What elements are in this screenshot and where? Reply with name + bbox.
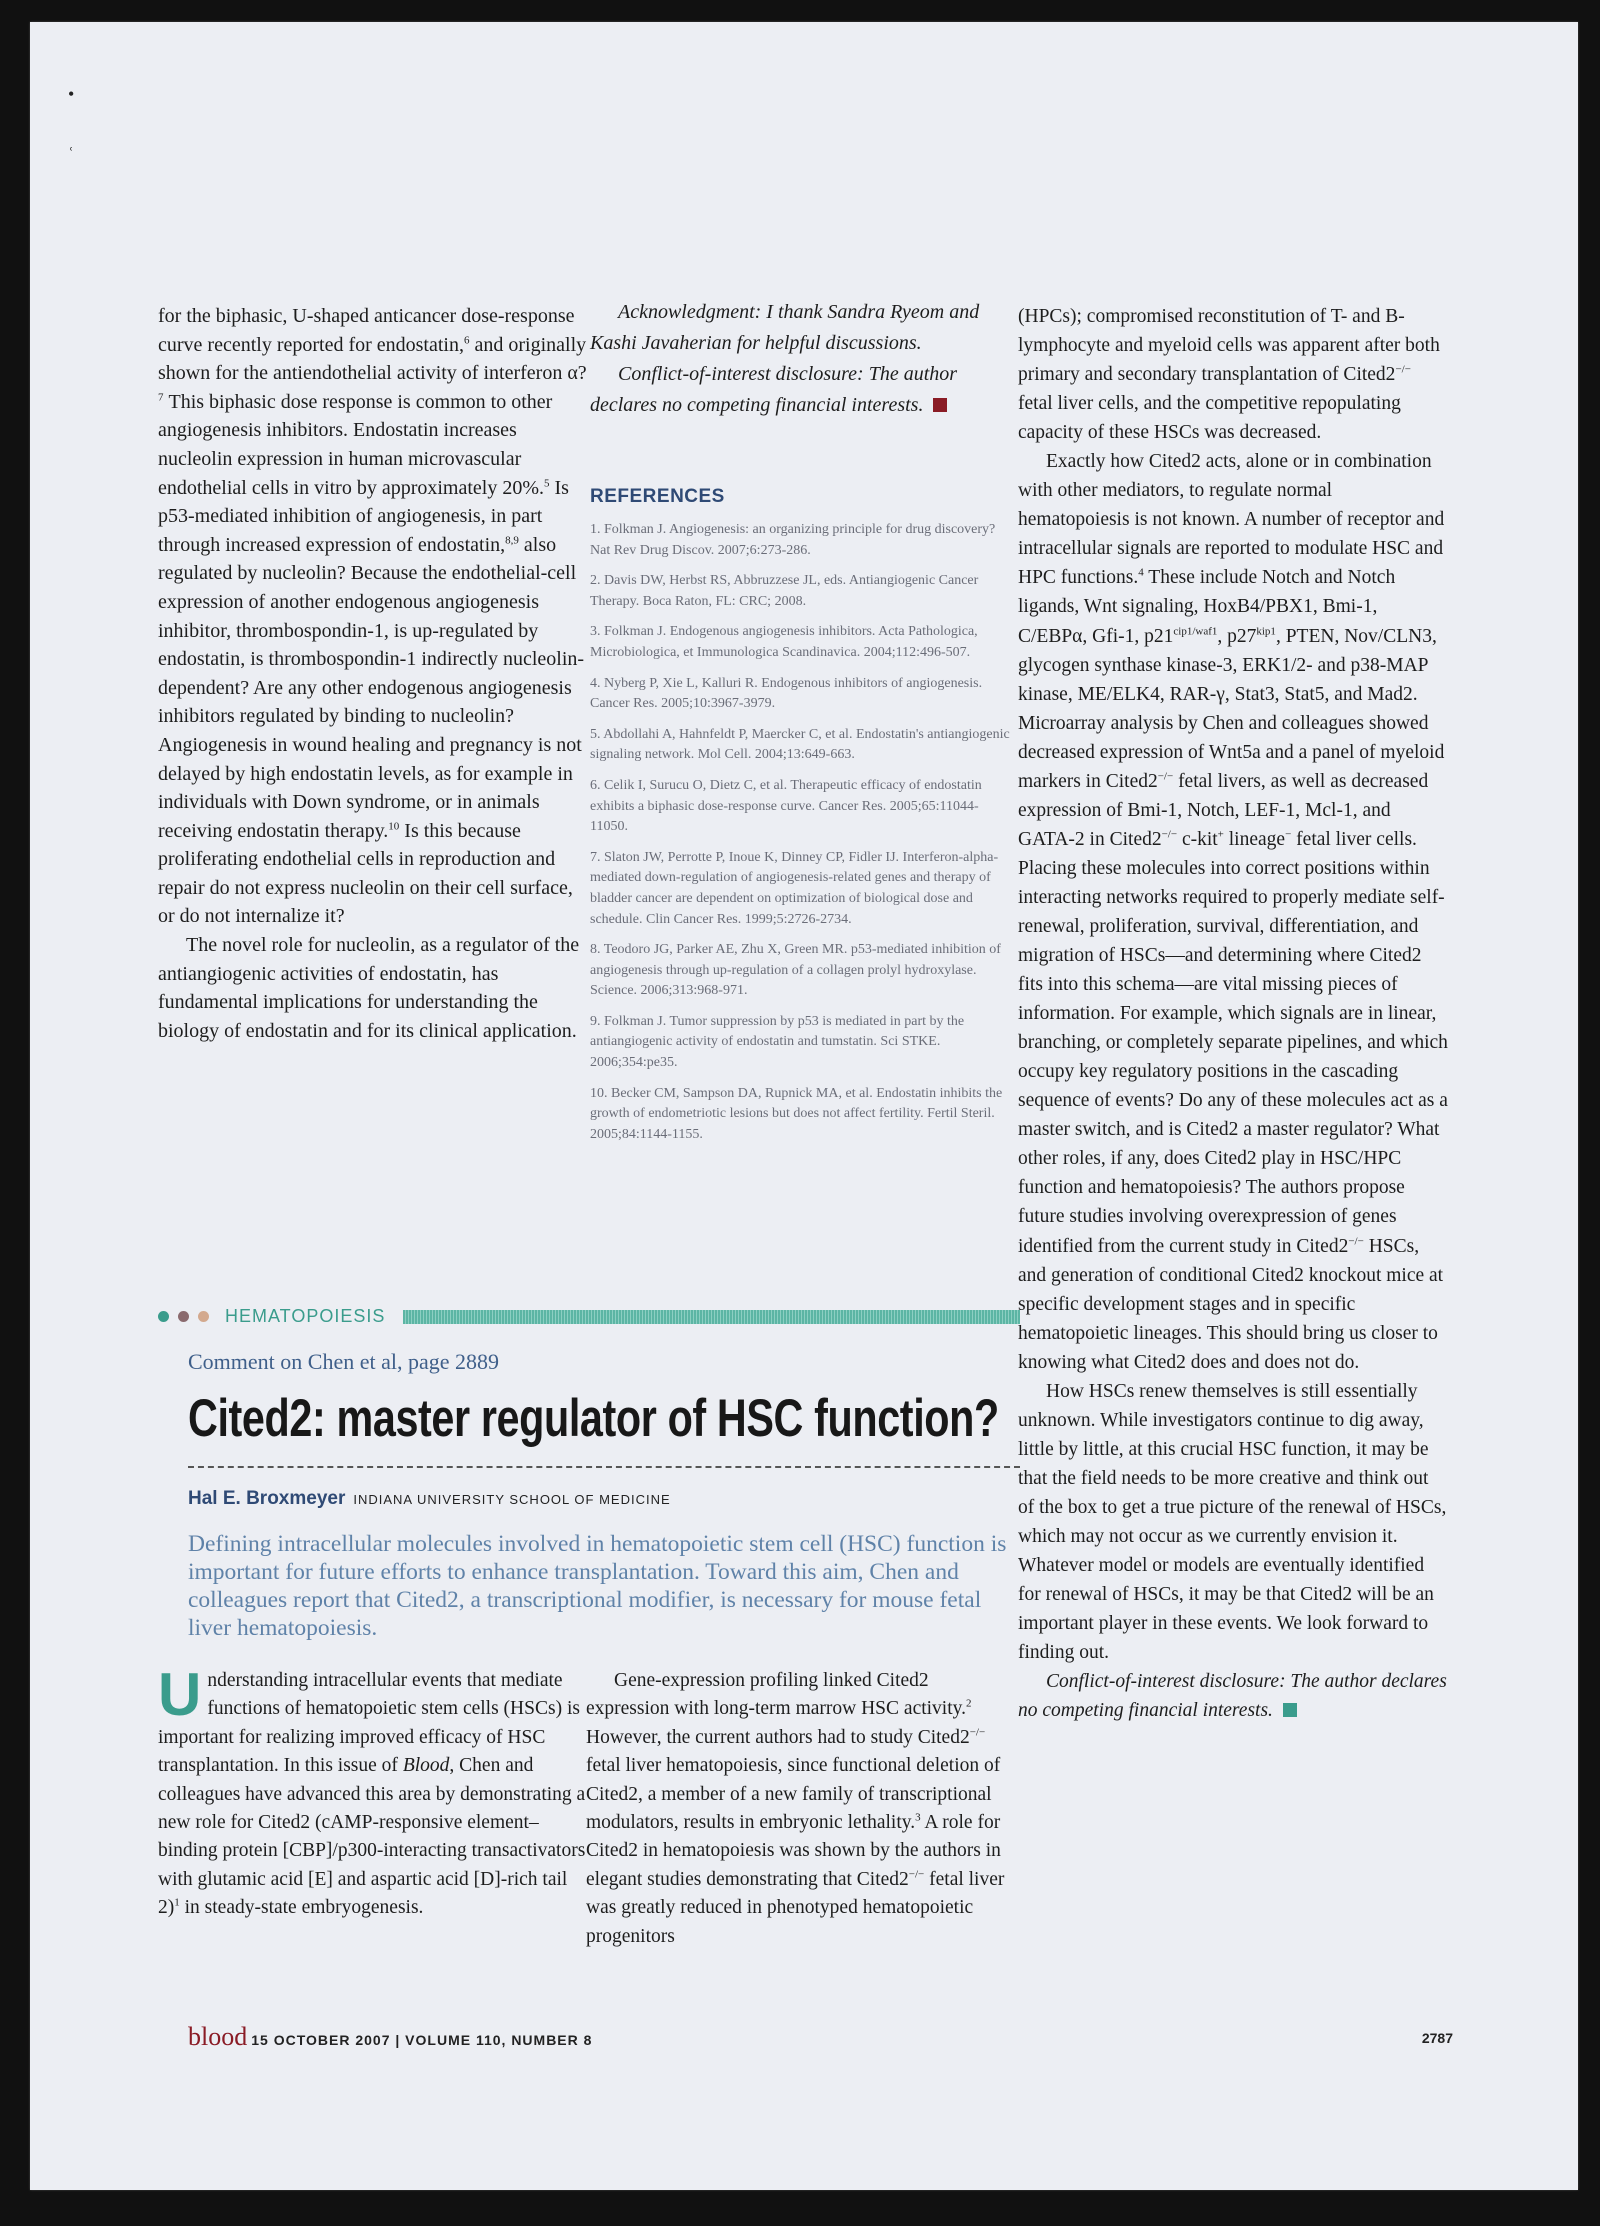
section-label: HEMATOPOIESIS [225, 1306, 386, 1326]
author-affiliation: INDIANA UNIVERSITY SCHOOL OF MEDICINE [353, 1492, 671, 1507]
section-stripe [403, 1310, 1020, 1324]
article-title: Cited2: master regulator of HSC function? [188, 1389, 999, 1448]
reference-item: 1. Folkman J. Angiogenesis: an organizing principle for drug discovery? Nat Rev Drug Discov. 2007;6:273-286. [590, 522, 996, 558]
section-header [158, 1307, 1020, 1327]
margin-mark: ʿ [68, 144, 74, 164]
article-column-1 [158, 1661, 588, 1923]
end-mark-icon [1283, 1703, 1297, 1717]
paragraph: Gene-expression profiling linked Cited2 expression with long-term marrow HSC activity.$^2$ However, the current authors had to study Cited2−/− fetal liver hematopoiesis, since functional deletion of Cited2, a member of a new family of transcriptional modulators, results in embryonic lethality.$^3$ A role for Cited2 in hematopoiesis was shown by the authors in elegant studies demonstrating that Cited2−/− fetal liver was greatly reduced in phenotyped hematopoietic progenitors [586, 1670, 1005, 1947]
paragraph: Exactly how Cited2 acts, alone or in combination with other mediators, to regulate normal hematopoiesis is not known. A number of receptor and intracellular signals are reported to modulate HSC and HPC functions.$^4$ These include Notch and Notch ligands, Wnt signaling, HoxB4/PBX1, Bmi-1, C/EBPα, Gfi-1, $p21^{cip1/waf1}$, $p27^{kip1}$, PTEN, Nov/CLN3, glycogen synthase kinase-3, ERK1/2- and p38-MAP kinase, ME/ELK4, RAR-γ, Stat3, Stat5, and Mad2. Microarray analysis by Chen and colleagues showed decreased expression of Wnt5a and a panel of myeloid markers in Cited2−/− fetal livers, as well as decreased expression of Bmi-1, Notch, LEF-1, Mcl-1, and GATA-2 in Cited2−/− c-kit+ lineage− fetal liver cells. Placing these molecules into correct positions within interacting networks required to properly mediate self-renewal, proliferation, survival, differentiation, and migration of HSCs—and determining where Cited2 fits into this schema—are vital missing pieces of information. For example, which signals are in linear, branching, or completely separate pipelines, and which occupy key regulatory positions in the cascading sequence of events? Do any of these molecules act as a master switch, and is Cited2 a master regulator? What other roles, if any, does Cited2 play in HSC/HPC function and hematopoiesis? The authors propose future studies involving overexpression of genes identified from the current study in Cited2−/− HSCs, and generation of conditional Cited2 knockout mice at specific development stages and in specific hematopoietic lineages. This should bring us closer to knowing what Cited2 does and does not do. [1018, 451, 1448, 1373]
author-name: Hal E. Broxmeyer [188, 1488, 346, 1509]
reference-item: 2. Davis DW, Herbst RS, Abbruzzese JL, eds. Antiangiogenic Cancer Therapy. Boca Raton, FL: CRC; 2008. [590, 573, 979, 609]
reference-item: 8. Teodoro JG, Parker AE, Zhu X, Green MR. p53-mediated inhibition of angiogenesis through up-regulation of a collagen prolyl hydroxylase. Science. 2006;313:968-971. [590, 942, 1001, 999]
margin-mark: • [68, 84, 75, 104]
paragraph: How HSCs renew themselves is still essentially unknown. While investigators continue to dig away, little by little, at this crucial HSC function, it may be that the field needs to be more creative and think out of the box to get a true picture of the renewal of HSCs, which may not occur as we currently envision it. Whatever model or models are eventually identified for renewal of HSCs, it may be that Cited2 will be an important player in these events. We look forward to finding out. [1018, 1380, 1447, 1664]
byline [188, 1488, 671, 1510]
previous-article-column [158, 302, 588, 1045]
paragraph: Understanding intracellular events that mediate functions of hematopoietic stem cells (HSCs) is important for realizing improved efficacy of HSC transplantation. In this issue of Blood, Chen and colleagues have advanced this area by demonstrating a new role for Cited2 (cAMP-responsive element–binding protein [CBP]/p300-interacting transactivators with glutamic acid [E] and aspartic acid [D]-rich tail 2)$^1$ in steady-state embryogenesis. [158, 1661, 586, 1919]
journal-name: blood [188, 2022, 248, 2051]
section-dot-icon [158, 1311, 169, 1322]
title-rule [188, 1466, 1020, 1468]
acknowledgment: Acknowledgment: I thank Sandra Ryeom and Kashi Javaherian for helpful discussions. [590, 301, 980, 354]
paragraph: for the biphasic, U-shaped anticancer dose-response curve recently reported for endostatin,$^6$ and originally shown for the antiendothelial activity of interferon α?$^7$ This biphasic dose response is common to other angiogenesis inhibitors. Endostatin increases nucleolin expression in human microvascular endothelial cells in vitro by approximately 20%.$^5$ Is p53-mediated inhibition of angiogenesis, in part through increased expression of endostatin,$^{8,9}$ also regulated by nucleolin? Because the endothelial-cell expression of another endogenous angiogenesis inhibitor, thrombospondin-1, is up-regulated by endostatin, is thrombospondin-1 indirectly nucleolin-dependent? Are any other endogenous angiogenesis inhibitors regulated by binding to nucleolin? Angiogenesis in wound healing and pregnancy is not delayed by high endostatin levels, as for example in individuals with Down syndrome, or in animals receiving endostatin therapy.$^{10}$ Is this because proliferating endothelial cells in reproduction and repair do not express nucleolin on their cell surface, or do not internalize it? [158, 305, 587, 928]
conflict-disclosure: Conflict-of-interest disclosure: The author declares no competing financial interests. [590, 363, 958, 416]
issue-info: 15 OCTOBER 2007 | VOLUME 110, NUMBER 8 [251, 2032, 593, 2048]
journal-page [30, 22, 1578, 2190]
drop-cap: U [158, 1661, 202, 1728]
references-list [590, 520, 1010, 1155]
article-column-3 [1018, 302, 1448, 1725]
paragraph: (HPCs); compromised reconstitution of T- and B-lymphocyte and myeloid cells was apparent after both primary and secondary transplantation of Cited2−/− fetal liver cells, and the competitive repopulating capacity of these HSCs was decreased. [1018, 306, 1440, 444]
reference-item: 6. Celik I, Surucu O, Dietz C, et al. Therapeutic efficacy of endostatin exhibits a biphasic dose-response curve. Cancer Res. 2005;65:11044-11050. [590, 777, 982, 835]
page-footer [188, 2022, 1453, 2052]
section-dot-icon [198, 1311, 209, 1322]
reference-item: 5. Abdollahi A, Hahnfeldt P, Maercker C, et al. Endostatin's antiangiogenic signaling network. Mol Cell. 2004;13:649-663. [590, 726, 1010, 763]
reference-item: 3. Folkman J. Endogenous angiogenesis inhibitors. Acta Pathologica, Microbiologica, et Immunologica Scandinavica. 2004;112:496-507. [590, 624, 978, 660]
section-dot-icon [178, 1311, 189, 1322]
end-mark-icon [933, 398, 947, 412]
reference-item: 10. Becker CM, Sampson DA, Rupnick MA, et al. Endostatin inhibits the growth of endometriotic lesions but does not affect fertility. Fertil Steril. 2005;84:1144-1155. [590, 1085, 1003, 1142]
article-column-2 [586, 1667, 1011, 1951]
reference-item: 7. Slaton JW, Perrotte P, Inoue K, Dinney CP, Fidler IJ. Interferon-alpha-mediated down-regulation of angiogenesis-related genes and therapy of bladder cancer are dependent on optimization of biological dose and schedule. Clin Cancer Res. 1999;5:2726-2734. [590, 849, 999, 927]
article-deck: Defining intracellular molecules involved in hematopoietic stem cell (HSC) function is important for future efforts to enhance transplantation. Toward this aim, Chen and colleagues report that Cited2, a transcriptional modifier, is necessary for mouse fetal liver hematopoiesis. [188, 1531, 1007, 1641]
conflict-disclosure: Conflict-of-interest disclosure: The author declares no competing financial interests. [1018, 1671, 1447, 1722]
reference-item: 9. Folkman J. Tumor suppression by p53 is mediated in part by the antiangiogenic activity of endostatin and tumstatin. Sci STKE. 2006;354:pe35. [590, 1013, 965, 1071]
acknowledgment-block [590, 297, 995, 421]
comment-on: Comment on Chen et al, page 2889 [188, 1349, 499, 1374]
reference-item: 4. Nyberg P, Xie L, Kalluri R. Endogenous inhibitors of angiogenesis. Cancer Res. 2005;10:3967-3979. [590, 675, 983, 712]
references-heading: REFERENCES [590, 486, 725, 507]
paragraph: The novel role for nucleolin, as a regulator of the antiangiogenic activities of endostatin, has fundamental implications for understanding the biology of endostatin and for its clinical application. [158, 934, 580, 1042]
page-number: 2787 [1421, 2030, 1453, 2046]
